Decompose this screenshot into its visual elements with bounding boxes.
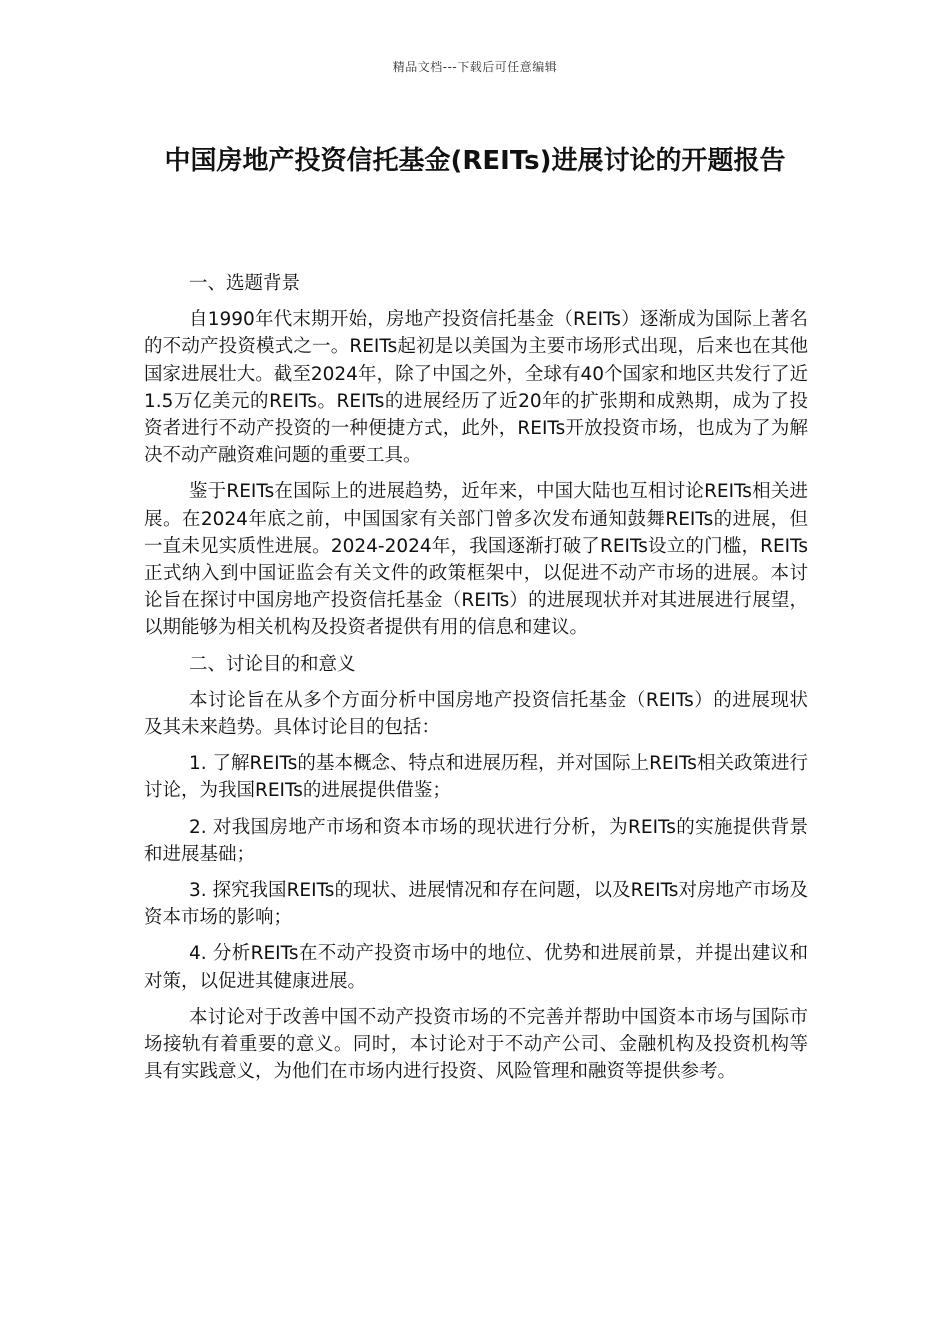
document-body bbox=[144, 270, 808, 1094]
paragraph: 本讨论对于改善中国不动产投资市场的不完善并帮助中国资本市场与国际市场接轨有着重要的意义。同时，本讨论对于不动产公司、金融机构及投资机构等具有实践意义，为他们在市场内进行投资、风险管理和融资等提供参考。 bbox=[144, 1006, 808, 1083]
list-item: 1. 了解REITs的基本概念、特点和进展历程，并对国际上REITs相关政策进行讨论，为我国REITs的进展提供借鉴； bbox=[144, 753, 808, 802]
document-title: 中国房地产投资信托基金(REITs)进展讨论的开题报告 bbox=[164, 146, 786, 176]
paragraph: 自1990年代末期开始，房地产投资信托基金（REITs）逐渐成为国际上著名的不动产投资模式之一。REITs起初是以美国为主要市场形式出现，后来也在其他国家进展壮大。截至2024年，除了中国之外，全球有40个国家和地区共发行了近1.5万亿美元的REITs。REITs的进展经历了近20年的扩张期和成熟期，成为了投资者进行不动产投资的一种便捷方式，此外，REITs开放投资市场，也成为了为解决不动产融资难问题的重要工具。 bbox=[144, 309, 808, 467]
list-item: 2. 对我国房地产市场和资本市场的现状进行分析，为REITs的实施提供背景和进展基础； bbox=[144, 816, 808, 865]
list-item: 3. 探究我国REITs的现状、进展情况和存在问题，以及REITs对房地产市场及资本市场的影响； bbox=[144, 880, 808, 929]
section-heading-background: 一、选题背景 bbox=[189, 273, 301, 294]
header-note: 精品文档---下载后可任意编辑 bbox=[392, 60, 558, 74]
list-item: 4. 分析REITs在不动产投资市场中的地位、优势和进展前景，并提出建议和对策，以促进其健康进展。 bbox=[144, 943, 808, 992]
paragraph: 本讨论旨在从多个方面分析中国房地产投资信托基金（REITs）的进展现状及其未来趋势。具体讨论目的包括： bbox=[144, 689, 808, 739]
paragraph: 鉴于REITs在国际上的进展趋势，近年来，中国大陆也互相讨论REITs相关进展。在2024年底之前，中国国家有关部门曾多次发布通知鼓舞REITs的进展，但一直未见实质性进展。2024-2024年，我国逐渐打破了REITs设立的门槛，REITs正式纳入到中国证监会有关文件的政策框架中，以促进不动产市场的进展。本讨论旨在探讨中国房地产投资信托基金（REITs）的进展现状并对其进展进行展望，以期能够为相关机构及投资者提供有用的信息和建议。 bbox=[144, 481, 808, 639]
section-heading-purpose: 二、讨论目的和意义 bbox=[189, 653, 356, 675]
